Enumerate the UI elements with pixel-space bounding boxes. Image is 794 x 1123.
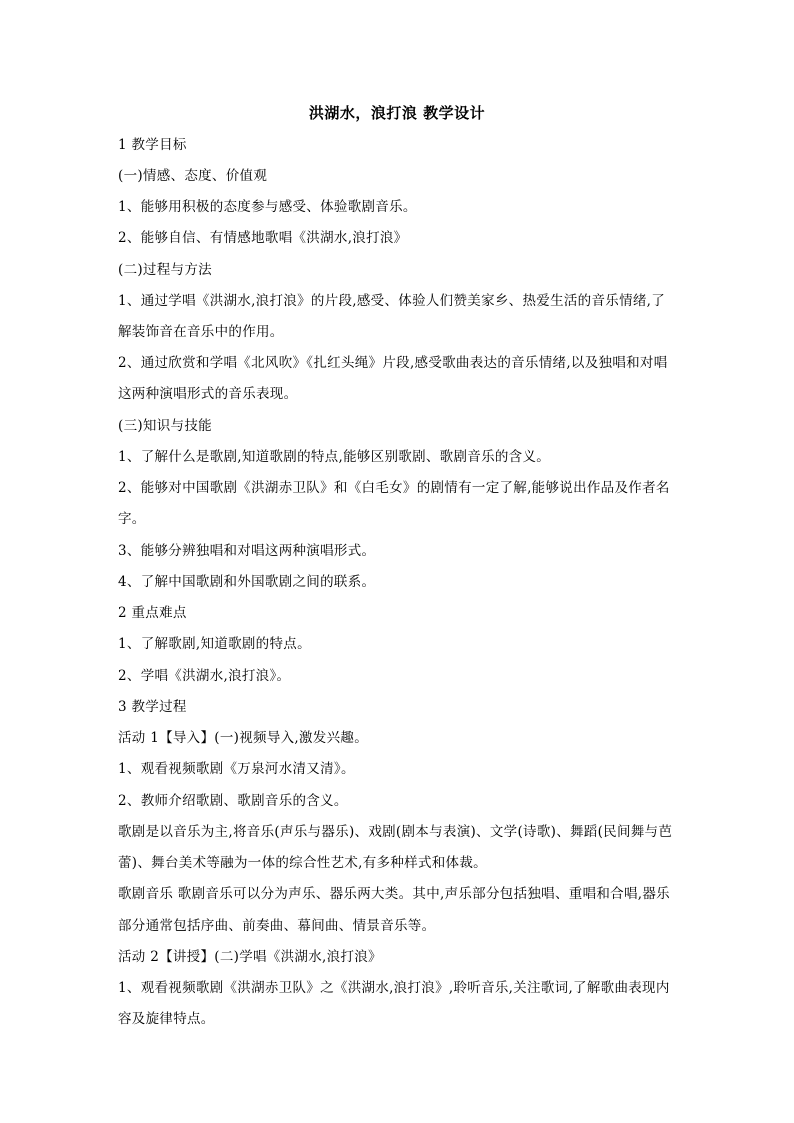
paragraph-line: 1、观看视频歌剧《万泉河水清又清》。 xyxy=(118,761,355,777)
paragraph-line: 2、能够对中国歌剧《洪湖赤卫队》和《白毛女》的剧情有一定了解,能够说出作品及作者名 xyxy=(118,480,670,496)
paragraph-line: 歌剧是以音乐为主,将音乐(声乐与器乐)、戏剧(剧本与表演)、文学(诗歌)、舞蹈(民间舞与芭 xyxy=(118,824,673,840)
paragraph-line: 4、了解中国歌剧和外国歌剧之间的联系。 xyxy=(118,574,376,590)
paragraph-line: 解装饰音在音乐中的作用。 xyxy=(118,324,284,340)
paragraph-line: 2、学唱《洪湖水,浪打浪》。 xyxy=(118,668,291,684)
paragraph-line: 1、了解歌剧,知道歌剧的特点。 xyxy=(118,636,311,652)
subsection-heading-emotion: (一)情感、态度、价值观 xyxy=(118,168,268,184)
paragraph-line: 1、能够用积极的态度参与感受、体验歌剧音乐。 xyxy=(118,199,417,215)
paragraph-line: 2、通过欣赏和学唱《北风吹》《扎红头绳》片段,感受歌曲表达的音乐情绪,以及独唱和对唱 xyxy=(118,355,668,371)
paragraph-line: 1、了解什么是歌剧,知道歌剧的特点,能够区别歌剧、歌剧音乐的含义。 xyxy=(118,449,551,465)
activity-heading: 活动 1【导入】(一)视频导入,激发兴趣。 xyxy=(118,730,369,746)
paragraph-line: 这两种演唱形式的音乐表现。 xyxy=(118,386,298,402)
paragraph-line: 1、通过学唱《洪湖水,浪打浪》的片段,感受、体验人们赞美家乡、热爱生活的音乐情绪,了 xyxy=(118,293,666,309)
document-title: 洪湖水，浪打浪 教学设计 xyxy=(308,104,486,122)
paragraph-line: 2、能够自信、有情感地歌唱《洪湖水,浪打浪》 xyxy=(118,230,408,246)
section-heading-objectives: 1 教学目标 xyxy=(118,137,187,153)
section-heading-key-points: 2 重点难点 xyxy=(118,605,187,621)
subsection-heading-process: (二)过程与方法 xyxy=(118,262,212,278)
section-heading-process: 3 教学过程 xyxy=(118,699,187,715)
activity-heading: 活动 2【讲授】(二)学唱《洪湖水,浪打浪》 xyxy=(118,949,382,965)
paragraph-line: 字。 xyxy=(118,511,146,527)
paragraph-line: 2、教师介绍歌剧、歌剧音乐的含义。 xyxy=(118,793,348,809)
paragraph-line: 容及旋律特点。 xyxy=(118,1011,215,1027)
paragraph-line: 1、观看视频歌剧《洪湖赤卫队》之《洪湖水,浪打浪》,聆听音乐,关注歌词,了解歌曲表现内 xyxy=(118,980,670,996)
subsection-heading-knowledge: (三)知识与技能 xyxy=(118,418,212,434)
paragraph-line: 歌剧音乐 歌剧音乐可以分为声乐、器乐两大类。其中,声乐部分包括独唱、重唱和合唱,器乐 xyxy=(118,886,670,902)
paragraph-line: 部分通常包括序曲、前奏曲、幕间曲、情景音乐等。 xyxy=(118,918,436,934)
paragraph-line: 3、能够分辨独唱和对唱这两种演唱形式。 xyxy=(118,543,376,559)
paragraph-line: 蕾)、舞台美术等融为一体的综合性艺术,有多种样式和体裁。 xyxy=(118,855,487,871)
